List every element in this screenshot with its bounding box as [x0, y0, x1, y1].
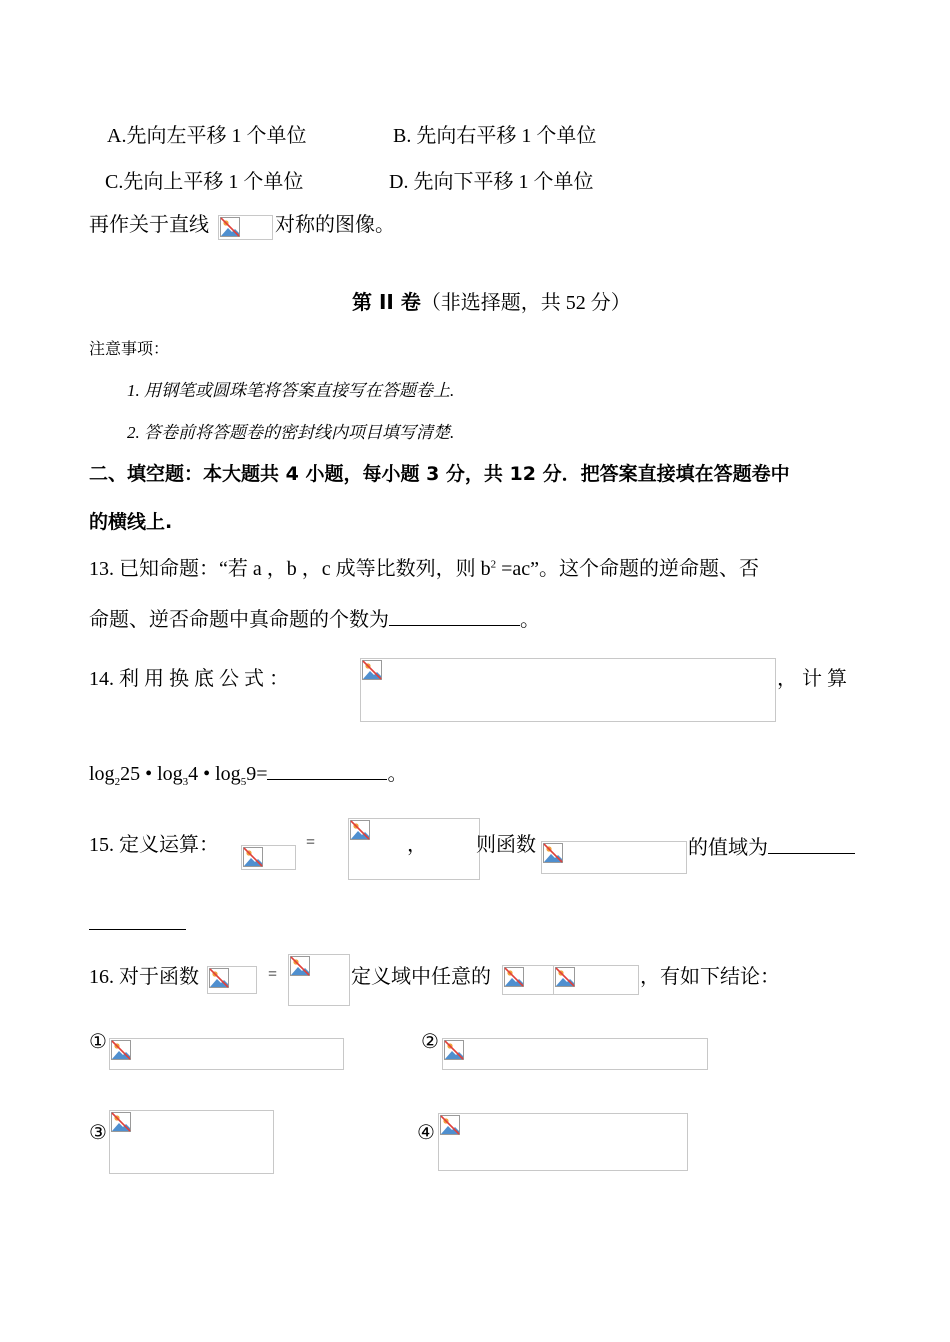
- q16-tail: ，有如下结论：: [640, 966, 780, 988]
- broken-image-icon: [111, 1112, 131, 1132]
- q15-answer-blank[interactable]: [768, 835, 855, 854]
- q14-sub-a: 2: [114, 776, 121, 788]
- broken-image-icon: [220, 217, 240, 237]
- q13-superscript: 2: [490, 558, 497, 571]
- q13-answer-blank[interactable]: [389, 607, 520, 626]
- q14-val-c: 9=: [246, 763, 268, 785]
- q14-end: 。: [387, 763, 408, 785]
- broken-image-icon: [209, 968, 229, 988]
- broken-image-icon: [290, 956, 310, 976]
- section2-line2: 的横线上.: [89, 511, 173, 533]
- broken-image-icon: [504, 967, 524, 987]
- q15-equals: =: [306, 834, 316, 851]
- broken-image-icon: [444, 1040, 464, 1060]
- option-d: D. 先向下平移 1 个单位: [389, 171, 594, 193]
- formula-image: [218, 215, 273, 240]
- q13-line1: [89, 559, 759, 579]
- formula-image: [541, 841, 687, 874]
- broken-image-icon: [111, 1040, 131, 1060]
- q15-answer-blank-continued[interactable]: [89, 929, 186, 930]
- reflect-before: 再作关于直线: [89, 214, 209, 236]
- section2-line1: 二、填空题：本大题共 4 小题，每小题 3 分，共 12 分．把答案直接填在答题卷中: [89, 463, 790, 485]
- formula-image: [207, 966, 257, 994]
- q16-label: 16. 对于函数: [89, 966, 199, 988]
- formula-image: [442, 1038, 708, 1070]
- q14-val-b: 4 • log: [188, 763, 241, 785]
- q14-log-a: log: [89, 763, 115, 785]
- broken-image-icon: [243, 847, 263, 867]
- q14-label: 14. 利 用 换 底 公 式 ：: [89, 668, 289, 690]
- q13-text-end: =ac”。这个命题的逆命题、否: [496, 558, 760, 580]
- option-b: B. 先向右平移 1 个单位: [393, 125, 597, 147]
- q13-text-start: 13. 已知命题：“若 a ，b ，c 成等比数列，则 b: [89, 558, 491, 580]
- broken-image-icon: [362, 660, 382, 680]
- q16-domain: 定义域中任意的: [351, 966, 491, 988]
- q16-equals: =: [268, 966, 278, 983]
- formula-image: [438, 1113, 688, 1171]
- q14-sub-b: 3: [182, 776, 189, 788]
- formula-image: [288, 954, 350, 1006]
- note-item-1: 1. 用钢笔或圆珠笔将答案直接写在答题卷上.: [127, 381, 455, 400]
- option-c: C.先向上平移 1 个单位: [105, 171, 304, 193]
- notes-heading: 注意事项：: [89, 339, 170, 358]
- broken-image-icon: [555, 967, 575, 987]
- formula-image: [241, 845, 296, 870]
- formula-image: [109, 1110, 274, 1174]
- q15-comma: ，: [407, 834, 427, 856]
- formula-image: [360, 658, 776, 722]
- q14-sub-c: 5: [240, 776, 247, 788]
- conclusion-marker-2: ②: [421, 1031, 439, 1053]
- q15-label: 15. 定义运算：: [89, 834, 219, 856]
- part2-title-bold: 第 II 卷: [352, 290, 421, 314]
- option-a: A.先向左平移 1 个单位: [107, 125, 307, 147]
- q13-text-line2: 命题、逆否命题中真命题的个数为: [89, 609, 389, 631]
- q15-func: 则函数: [476, 834, 536, 856]
- formula-image: [109, 1038, 344, 1070]
- q14-log-line: [89, 761, 407, 788]
- note-item-2: 2. 答卷前将答题卷的密封线内项目填写清楚.: [127, 423, 455, 442]
- conclusion-marker-1: ①: [89, 1031, 107, 1053]
- conclusion-marker-3: ③: [89, 1122, 107, 1144]
- q14-compute: ， 计 算: [777, 668, 847, 690]
- q13-end: 。: [520, 609, 540, 631]
- q13-line2: [89, 607, 540, 630]
- broken-image-icon: [543, 843, 563, 863]
- reflect-after: 对称的图像。: [275, 214, 395, 236]
- formula-image: [502, 965, 554, 995]
- part2-title-rest: （非选择题，共 52 分）: [420, 292, 631, 314]
- conclusion-marker-4: ④: [417, 1122, 435, 1144]
- q14-answer-blank[interactable]: [267, 761, 387, 780]
- part2-title: [352, 292, 631, 313]
- broken-image-icon: [440, 1115, 460, 1135]
- formula-image: [553, 965, 639, 995]
- q15-range-text: 的值域为: [688, 837, 768, 859]
- q14-val-a: 25 • log: [120, 763, 183, 785]
- broken-image-icon: [350, 820, 370, 840]
- q15-range: [688, 835, 855, 858]
